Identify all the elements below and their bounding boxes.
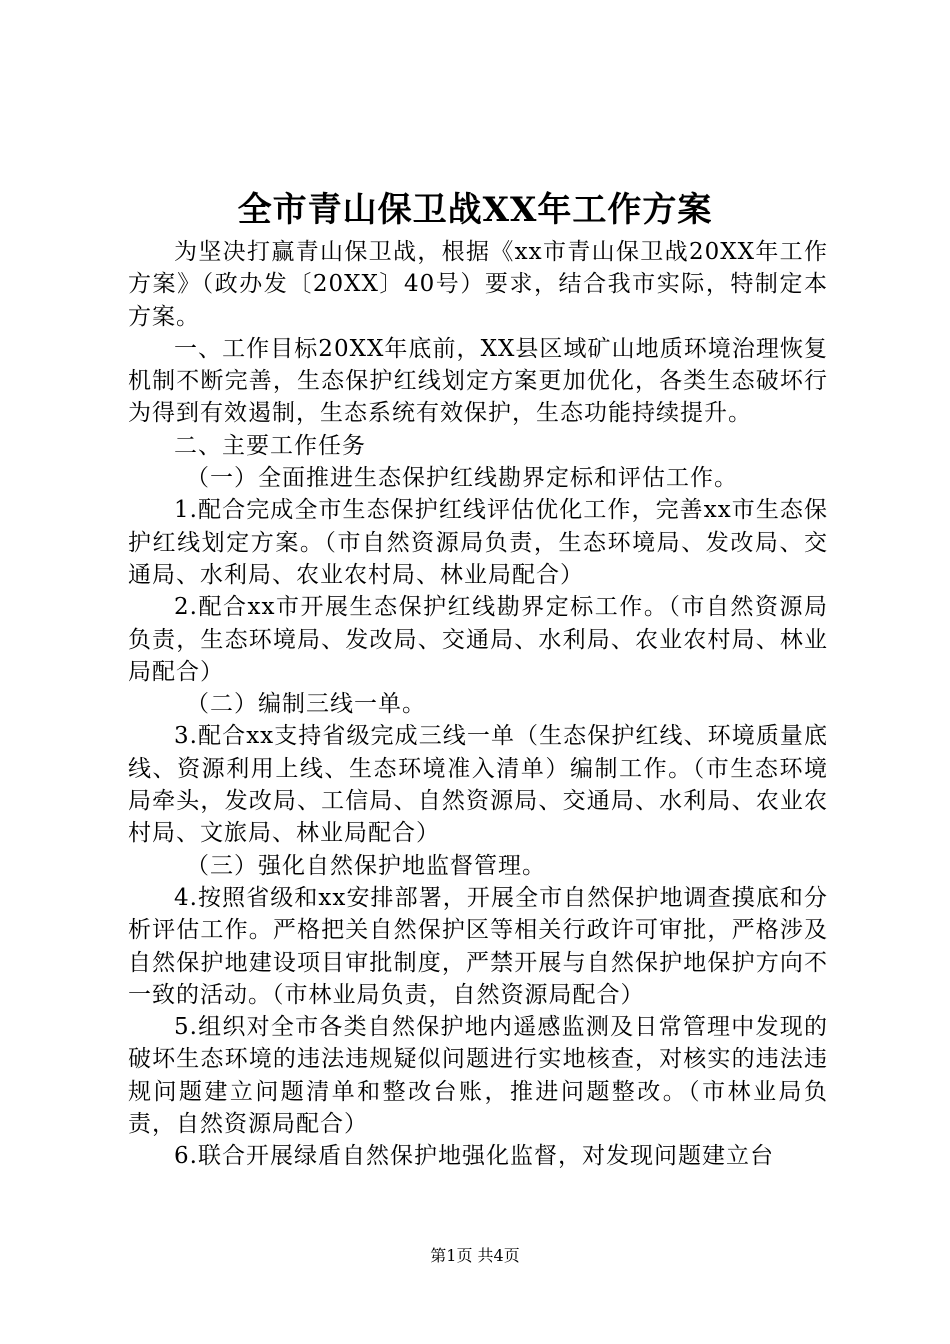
subsection-heading-2: （二）编制三线一单。 <box>186 691 426 718</box>
task-item-3: 3.配合xx支持省级完成三线一单（生态保护红线、环境质量底线、资源利用上线、生态环境准入清单）编制工作。（市生态环境局牵头，发改局、工信局、自然资源局、交通局、水利局、农业农村局、文旅局、林业局配合） <box>128 723 828 847</box>
task-item-5: 5.组织对全市各类自然保护地内遥感监测及日常管理中发现的破坏生态环境的违法违规疑似问题进行实地核查，对核实的违法违规问题建立问题清单和整改台账，推进问题整改。（市林业局负责，自然资源局配合） <box>128 1014 828 1138</box>
task-item-2: 2.配合xx市开展生态保护红线勘界定标工作。（市自然资源局负责，生态环境局、发改局、交通局、水利局、农业农村局、林业局配合） <box>128 594 828 685</box>
goal-paragraph: 一、工作目标20XX年底前，XX县区域矿山地质环境治理恢复机制不断完善，生态保护红线划定方案更加优化，各类生态破坏行为得到有效遏制，生态系统有效保护，生态功能持续提升。 <box>128 335 828 427</box>
section-heading-tasks: 二、主要工作任务 <box>174 432 366 459</box>
subsection-heading-1: （一）全面推进生态保护红线勘界定标和评估工作。 <box>186 465 738 492</box>
intro-paragraph: 为坚决打赢青山保卫战，根据《xx市青山保卫战20XX年工作方案》（政办发〔20XX〕40号）要求，结合我市实际，特制定本方案。 <box>128 239 828 330</box>
document-body <box>128 236 828 1173</box>
page-number-footer: 第1页 共4页 <box>430 1246 520 1265</box>
task-item-1: 1.配合完成全市生态保护红线评估优化工作，完善xx市生态保护红线划定方案。（市自然资源局负责，生态环境局、发改局、交通局、水利局、农业农村局、林业局配合） <box>128 497 828 588</box>
task-item-4: 4.按照省级和xx安排部署，开展全市自然保护地调查摸底和分析评估工作。严格把关自然保护区等相关行政许可审批，严格涉及自然保护地建设项目审批制度，严禁开展与自然保护地保护方向不一致的活动。（市林业局负责，自然资源局配合） <box>128 884 828 1008</box>
subsection-heading-3: （三）强化自然保护地监督管理。 <box>186 852 546 879</box>
task-item-6: 6.联合开展绿盾自然保护地强化监督，对发现问题建立台 <box>174 1143 774 1170</box>
document-title: 全市青山保卫战XX年工作方案 <box>237 190 713 230</box>
